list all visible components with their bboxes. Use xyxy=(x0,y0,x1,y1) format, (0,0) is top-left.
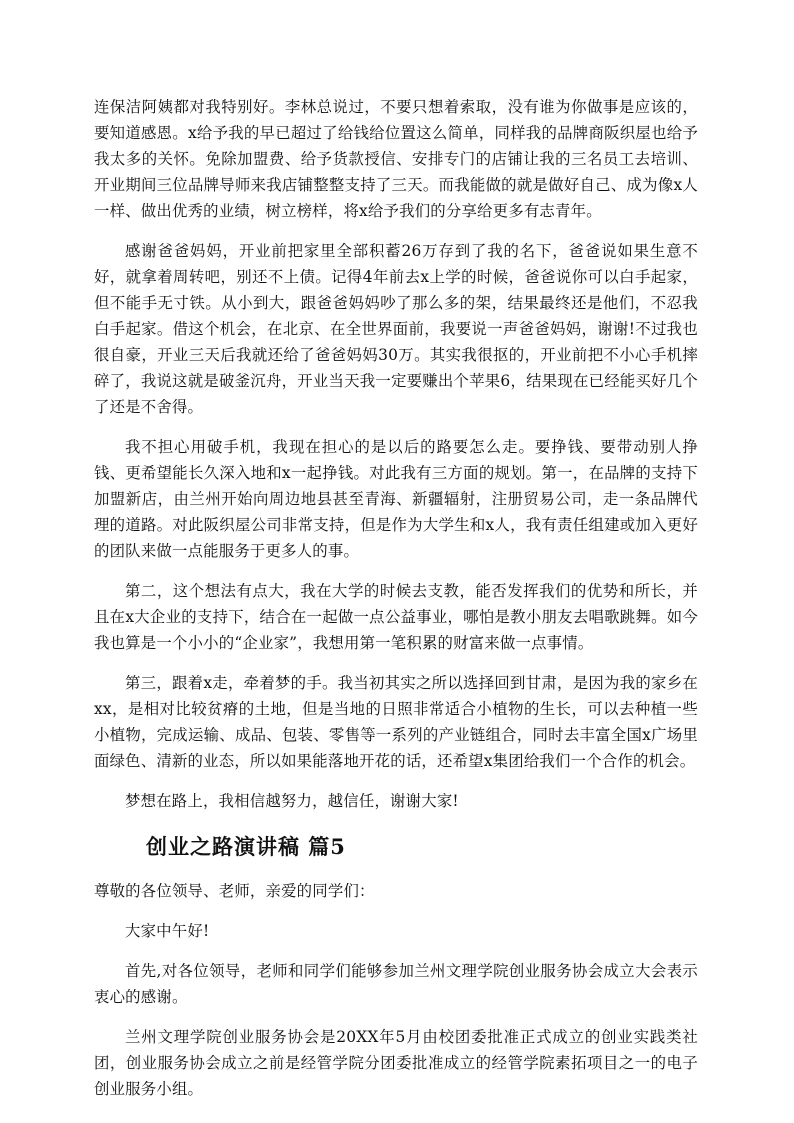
section-heading: 创业之路演讲稿 篇5 xyxy=(146,834,346,859)
paragraph-salutation: 尊敬的各位领导、老师，亲爱的同学们： xyxy=(94,882,375,900)
paragraph-association-intro: 兰州文理学院创业服务协会是20XX年5月由校团委批准正式成立的创业实践类社团，创业服务协会成立之前是经管学院分团委批准成立的经管学院素拓项目之一的电子创业服务小组。 xyxy=(94,1028,698,1098)
paragraph-gratitude-company: 连保洁阿姨都对我特别好。李林总说过，不要只想着索取，没有谁为你做事是应该的，要知道感恩。x给予我的早已超过了给钱给位置这么简单，同样我的品牌商阪织屋也给予我太多的关怀。免除加盟费、给予货款授信、安排专门的店铺让我的三名员工去培训、开业期间三位品牌导师来我店铺整整支持了三天。而我能做的就是做好自己、成为像x人一样、做出优秀的业绩，树立榜样，将x给予我们的分享给更多有志青年。 xyxy=(94,98,698,220)
paragraph-closing: 梦想在路上，我相信越努力，越信任，谢谢大家! xyxy=(125,792,459,810)
paragraph-plan-two: 第二，这个想法有点大，我在大学的时候去支教，能否发挥我们的优势和所长，并且在x大企业的支持下，结合在一起做一点公益事业，哪怕是教小朋友去唱歌跳舞。如今我也算是一个小小的“企业家”，我想用第一笔积累的财富来做一点事情。 xyxy=(94,582,698,652)
paragraph-future-plan: 我不担心用破手机，我现在担心的是以后的路要怎么走。要挣钱、要带动别人挣钱、更希望能长久深入地和x一起挣钱。对此我有三方面的规划。第一，在品牌的支持下加盟新店，由兰州开始向周边地县甚至青海、新疆辐射，注册贸易公司，走一条品牌代理的道路。对此阪织屋公司非常支持，但是作为大学生和x人，我有责任组建或加入更好的团队来做一点能服务于更多人的事。 xyxy=(94,438,698,560)
paragraph-plan-three: 第三，跟着x走，牵着梦的手。我当初其实之所以选择回到甘肃，是因为我的家乡在xx，是相对比较贫瘠的土地，但是当地的日照非常适合小植物的生长，可以去种植一些小植物，完成运输、成品、包装、零售等一系列的产业链组合，同时去丰富全国x广场里面绿色、清新的业态，所以如果能落地开花的话，还希望x集团给我们一个合作的机会。 xyxy=(94,674,698,770)
paragraph-gratitude-parents: 感谢爸爸妈妈，开业前把家里全部积蓄26万存到了我的名下，爸爸说如果生意不好，就拿着周转吧，别还不上债。记得4年前去x上学的时候，爸爸说你可以白手起家，但不能手无寸铁。从小到大，跟爸爸妈妈吵了那么多的架，结果最终还是他们，不忍我白手起家。借这个机会，在北京、在全世界面前，我要说一声爸爸妈妈，谢谢!不过我也很自豪，开业三天后我就还给了爸爸妈妈30万。其实我很抠的，开业前把不小心手机摔碎了，我说这就是破釜沉舟，开业当天我一定要赚出个苹果6，结果现在已经能买好几个了还是不舍得。 xyxy=(94,242,698,416)
document-page xyxy=(94,94,698,1102)
paragraph-greeting: 大家中午好! xyxy=(125,922,210,940)
paragraph-thanks: 首先,对各位领导，老师和同学们能够参加兰州文理学院创业服务协会成立大会表示衷心的感谢。 xyxy=(94,962,698,1006)
